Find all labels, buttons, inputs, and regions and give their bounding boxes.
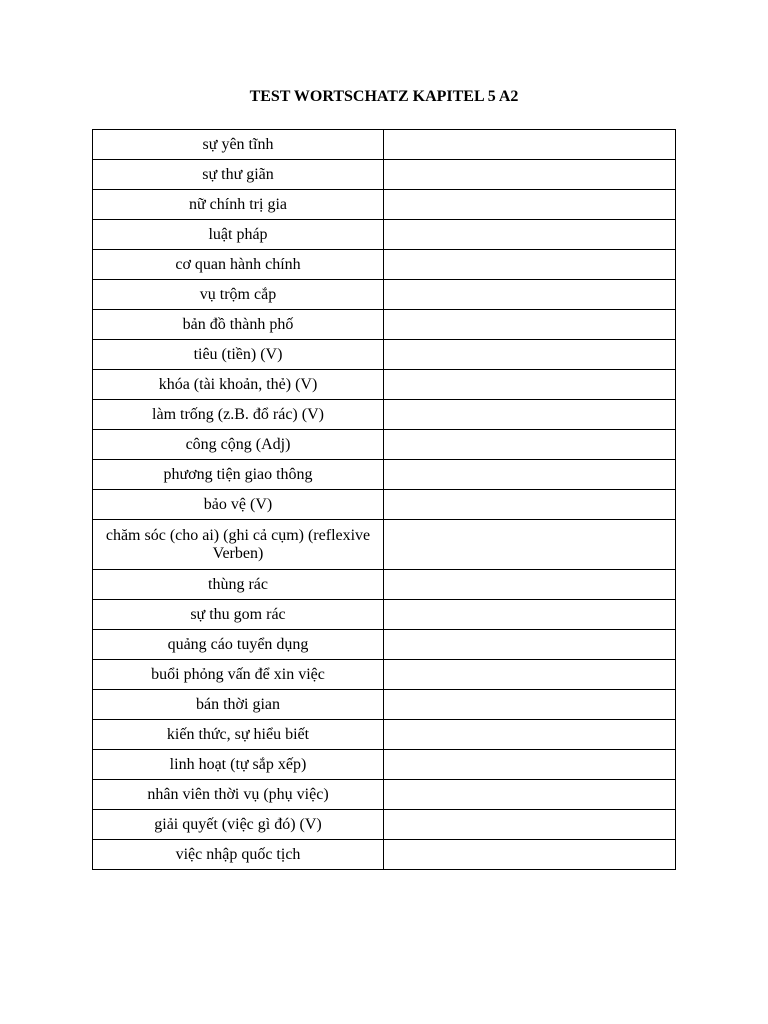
answer-cell[interactable]: [384, 810, 676, 840]
table-row: [93, 130, 676, 160]
answer-cell[interactable]: [384, 600, 676, 630]
table-row: [93, 690, 676, 720]
answer-cell[interactable]: [384, 460, 676, 490]
answer-cell[interactable]: [384, 280, 676, 310]
table-row: [93, 750, 676, 780]
vietnamese-term: làm trống (z.B. đổ rác) (V): [93, 400, 384, 430]
page-title: TEST WORTSCHATZ KAPITEL 5 A2: [249, 88, 519, 105]
answer-cell[interactable]: [384, 220, 676, 250]
vietnamese-term: quảng cáo tuyển dụng: [93, 630, 384, 660]
table-row: [93, 570, 676, 600]
answer-cell[interactable]: [384, 400, 676, 430]
table-row: [93, 780, 676, 810]
vietnamese-term: vụ trộm cắp: [93, 280, 384, 310]
vietnamese-term: cơ quan hành chính: [93, 250, 384, 280]
table-row: [93, 430, 676, 460]
answer-cell[interactable]: [384, 660, 676, 690]
table-row: [93, 720, 676, 750]
vietnamese-term: linh hoạt (tự sắp xếp): [93, 750, 384, 780]
answer-cell[interactable]: [384, 370, 676, 400]
table-row: [93, 810, 676, 840]
table-row: [93, 220, 676, 250]
table-row: [93, 280, 676, 310]
answer-cell[interactable]: [384, 130, 676, 160]
answer-cell[interactable]: [384, 250, 676, 280]
answer-cell[interactable]: [384, 630, 676, 660]
answer-cell[interactable]: [384, 310, 676, 340]
vietnamese-term: nhân viên thời vụ (phụ việc): [93, 780, 384, 810]
table-row: [93, 400, 676, 430]
answer-cell[interactable]: [384, 160, 676, 190]
table-row: [93, 190, 676, 220]
vietnamese-term: bán thời gian: [93, 690, 384, 720]
table-row: [93, 340, 676, 370]
answer-cell[interactable]: [384, 780, 676, 810]
vietnamese-term: khóa (tài khoản, thẻ) (V): [93, 370, 384, 400]
table-row: [93, 370, 676, 400]
vietnamese-term: chăm sóc (cho ai) (ghi cả cụm) (reflexive Verben): [93, 520, 384, 570]
vietnamese-term: nữ chính trị gia: [93, 190, 384, 220]
vietnamese-term: sự thư giãn: [93, 160, 384, 190]
vietnamese-term: giải quyết (việc gì đó) (V): [93, 810, 384, 840]
answer-cell[interactable]: [384, 690, 676, 720]
vietnamese-term: phương tiện giao thông: [93, 460, 384, 490]
vietnamese-term: luật pháp: [93, 220, 384, 250]
vietnamese-term: thùng rác: [93, 570, 384, 600]
table-row: [93, 630, 676, 660]
vietnamese-term: buổi phỏng vấn để xin việc: [93, 660, 384, 690]
table-row: [93, 490, 676, 520]
answer-cell[interactable]: [384, 750, 676, 780]
vocabulary-table: [92, 129, 676, 870]
table-row: [93, 600, 676, 630]
answer-cell[interactable]: [384, 490, 676, 520]
answer-cell[interactable]: [384, 840, 676, 870]
vietnamese-term: kiến thức, sự hiểu biết: [93, 720, 384, 750]
answer-cell[interactable]: [384, 520, 676, 570]
vietnamese-term: bảo vệ (V): [93, 490, 384, 520]
table-row: [93, 660, 676, 690]
vietnamese-term: việc nhập quốc tịch: [93, 840, 384, 870]
vietnamese-term: bản đồ thành phố: [93, 310, 384, 340]
answer-cell[interactable]: [384, 570, 676, 600]
table-row: [93, 310, 676, 340]
answer-cell[interactable]: [384, 430, 676, 460]
table-row: [93, 840, 676, 870]
answer-cell[interactable]: [384, 340, 676, 370]
vietnamese-term: sự thu gom rác: [93, 600, 384, 630]
answer-cell[interactable]: [384, 720, 676, 750]
table-row: [93, 460, 676, 490]
table-row: [93, 250, 676, 280]
table-row: [93, 520, 676, 570]
answer-cell[interactable]: [384, 190, 676, 220]
vietnamese-term: sự yên tĩnh: [93, 130, 384, 160]
vietnamese-term: công cộng (Adj): [93, 430, 384, 460]
vietnamese-term: tiêu (tiền) (V): [93, 340, 384, 370]
table-row: [93, 160, 676, 190]
